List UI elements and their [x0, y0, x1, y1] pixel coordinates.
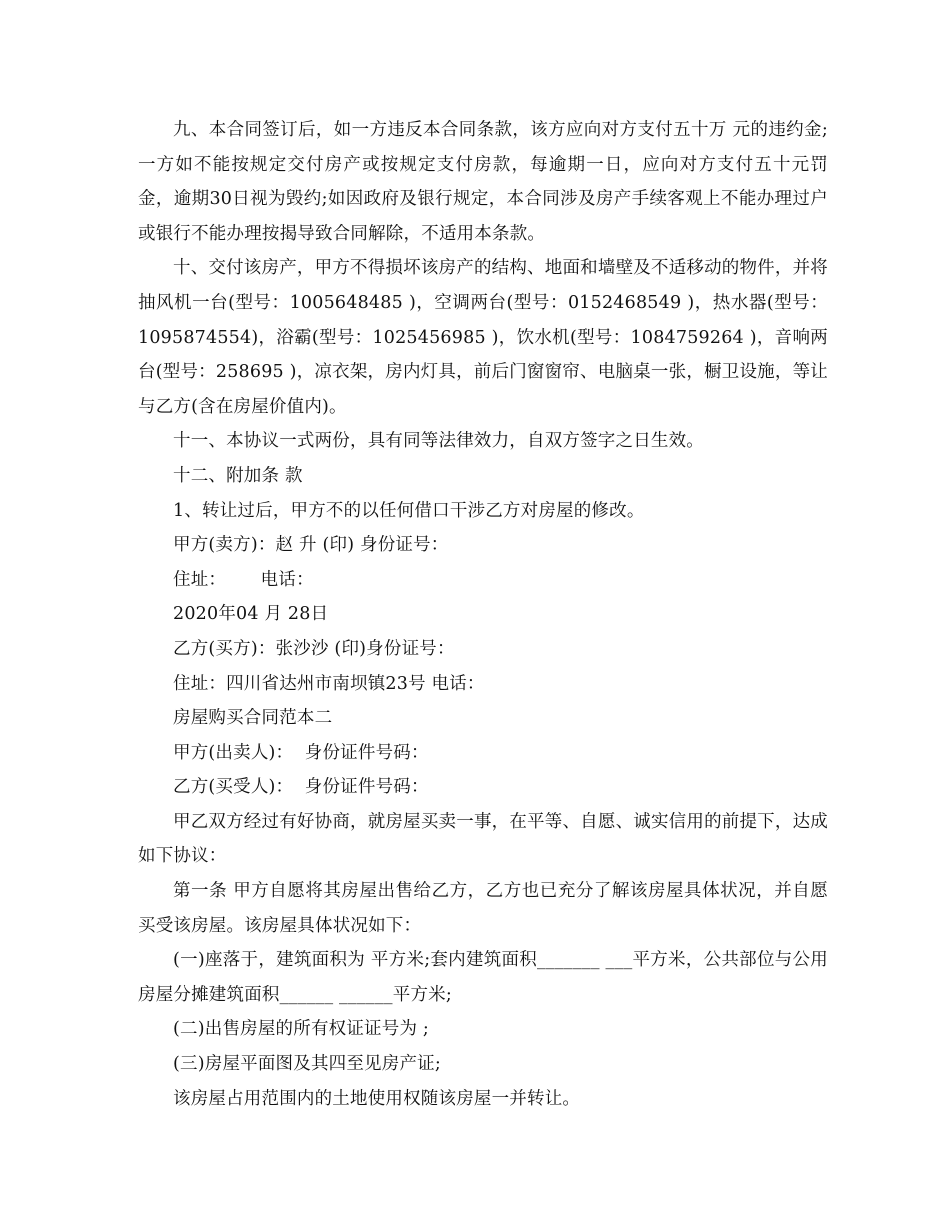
article-one-paragraph: 第一条 甲方自愿将其房屋出售给乙方，乙方也已充分了解该房屋具体状况，并自愿买受该房屋。该房屋具体状况如下：	[138, 881, 828, 936]
clause-ten-paragraph: 十、交付该房产，甲方不得损坏该房产的结构、地面和墙壁及不适移动的物件，并将抽风机一台(型号：1005648485 )，空调两台(型号：0152468549 )，热水器(型号：1095874554)，浴霸(型号：1025456985 )，饮水机(型号：1084759264 )，音响两台(型号：258695 )，凉衣架，房内灯具，前后门窗窗帘、电脑桌一张，橱卫设施，等让与乙方(含在房屋价值内)。	[138, 258, 828, 417]
article-one-item-3: (三)房屋平面图及其四至见房产证;	[173, 1054, 441, 1075]
party-b-address-line: 住址：四川省达州市南坝镇23号 电话：	[173, 673, 485, 694]
template-two-title: 房屋购买合同范本二	[173, 708, 333, 729]
clause-twelve-heading: 十二、附加条 款	[173, 465, 303, 486]
agreement-preamble: 甲乙双方经过有好协商，就房屋买卖一事，在平等、自愿、诚实信用的前提下，达成如下协议：	[138, 811, 828, 867]
land-use-right-line: 该房屋占用范围内的土地使用权随该房屋一并转让。	[173, 1088, 581, 1109]
party-a-address-line: 住址： 电话：	[173, 569, 314, 590]
template-two-party-b: 乙方(买受人)： 身份证件号码：	[173, 777, 429, 798]
article-one-item-2: (二)出售房屋的所有权证证号为 ;	[173, 1019, 430, 1040]
clause-eleven-paragraph: 十一、本协议一式两份，具有同等法律效力，自双方签字之日生效。	[173, 431, 704, 452]
party-b-buyer-line: 乙方(买方)：张沙沙 (印)身份证号：	[173, 638, 455, 659]
document-body	[138, 113, 828, 1116]
template-two-party-a: 甲方(出卖人)： 身份证件号码：	[173, 742, 429, 763]
signing-date-line: 2020年04 月 28日	[173, 604, 329, 625]
party-a-seller-line: 甲方(卖方)：赵 升 (印) 身份证号：	[173, 535, 449, 556]
clause-nine-paragraph: 九、本合同签订后，如一方违反本合同条款，该方应向对方支付五十万 元的违约金;一方如不能按规定交付房产或按规定支付房款，每逾期一日，应向对方支付五十元罚金，逾期30日视为毁约;如因政府及银行规定，本合同涉及房产手续客观上不能办理过户或银行不能办理按揭导致合同解除，不适用本条款。	[138, 120, 828, 244]
additional-term-1: 1、转让过后，甲方不的以任何借口干涉乙方对房屋的修改。	[173, 500, 645, 521]
article-one-item-1: (一)座落于，建筑面积为 平方米;套内建筑面积_______ ___平方米，公共部位与公用房屋分摊建筑面积______ ______平方米;	[138, 950, 828, 1005]
